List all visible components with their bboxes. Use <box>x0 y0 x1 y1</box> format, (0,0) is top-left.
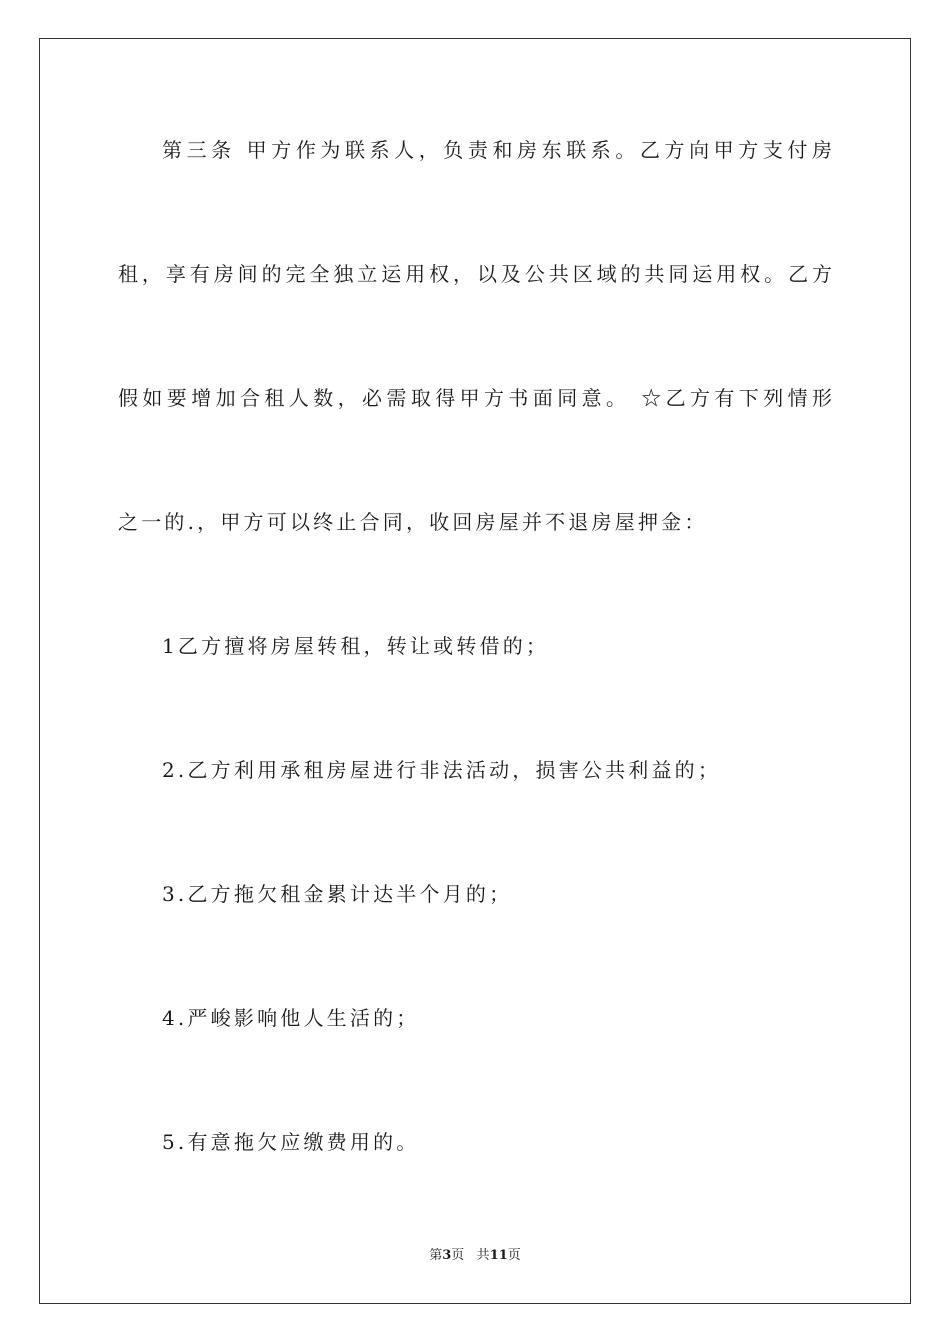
total-suffix: 页 <box>507 1248 521 1263</box>
total-prefix: 共 <box>476 1248 490 1263</box>
page-suffix: 页 <box>451 1248 465 1263</box>
page-prefix: 第 <box>429 1248 443 1263</box>
list-item-4: 4.严峻影响他人生活的； <box>162 1006 420 1030</box>
list-item-3: 3.乙方拖欠租金累计达半个月的； <box>162 882 513 906</box>
list-item-2: 2.乙方利用承租房屋进行非法活动，损害公共利益的； <box>162 758 722 782</box>
page-total: 11 <box>489 1248 508 1263</box>
page-current: 3 <box>442 1248 452 1263</box>
paragraph-line-3: 假如要增加合租人数，必需取得甲方书面同意。 ☆乙方有下列情形 <box>118 386 832 410</box>
list-item-1: 1乙方擅将房屋转租，转让或转借的； <box>162 634 550 658</box>
page-border <box>39 38 911 1304</box>
paragraph-line-2: 租，享有房间的完全独立运用权，以及公共区域的共同运用权。乙方 <box>118 262 832 286</box>
paragraph-line-4: 之一的.，甲方可以终止合同，收回房屋并不退房屋押金： <box>118 510 708 534</box>
paragraph-line-1: 第三条 甲方作为联系人，负责和房东联系。乙方向甲方支付房 <box>162 138 832 162</box>
list-item-5: 5.有意拖欠应缴费用的。 <box>162 1130 420 1154</box>
page-footer <box>0 1247 950 1265</box>
